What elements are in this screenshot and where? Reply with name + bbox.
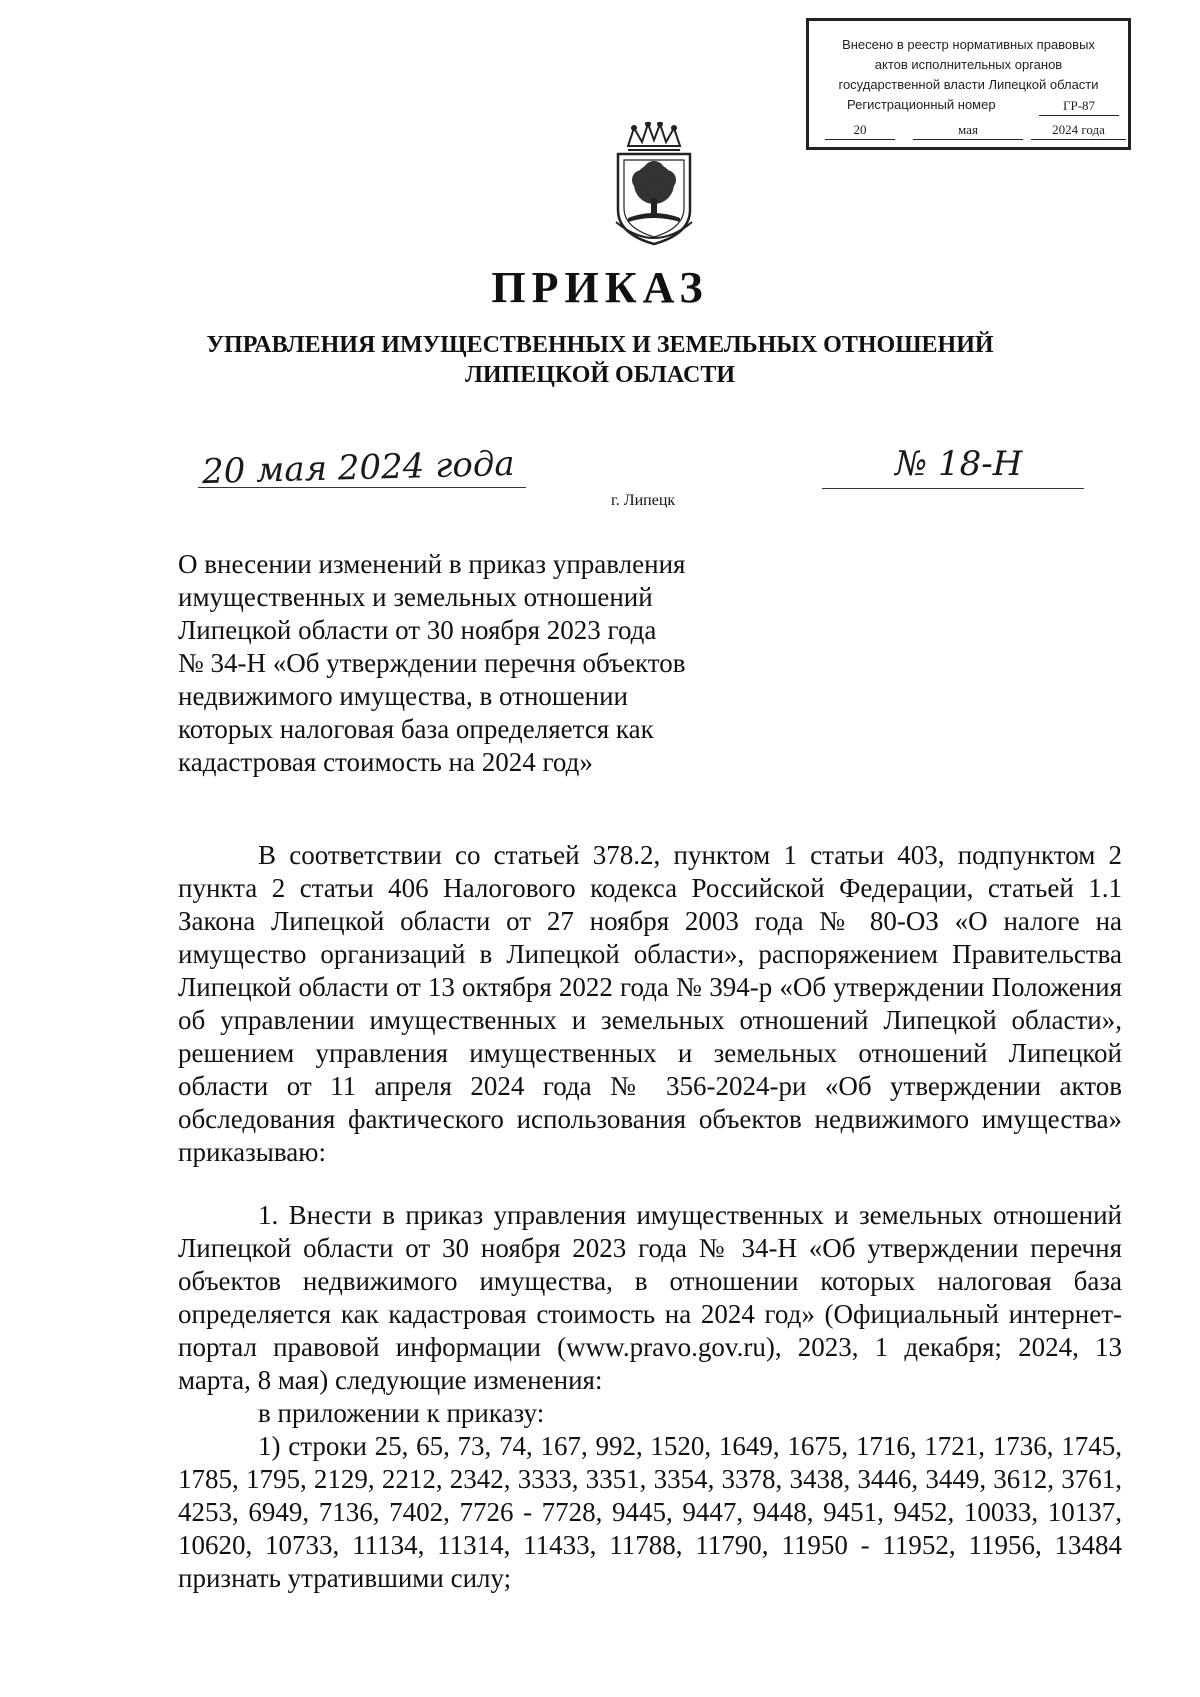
heading-line: имущественных и земельных отношений — [178, 582, 653, 612]
heading-line: Липецкой области от 30 ноября 2023 года — [178, 615, 657, 645]
handwritten-number: № 18-Н — [895, 444, 1023, 484]
subtitle-line-2: ЛИПЕЦКОЙ ОБЛАСТИ — [465, 362, 735, 388]
document-heading — [178, 548, 738, 779]
date-underline — [198, 487, 526, 488]
heading-line: кадастровая стоимость на 2024 год» — [178, 747, 593, 777]
stamp-reg-label: Регистрационный номер — [847, 97, 996, 112]
page-subtitle — [0, 330, 1200, 390]
subitem-1-paragraph: 1) строки 25, 65, 73, 74, 167, 992, 1520, 1649, 1675, 1716, 1721, 1736, 1745, 1785, 1795, 2129, 2212, 2342, 3333, 3351, 3354, 3378, 3438, 3446, 3449, 3612, 3761, 4253, 6949, 7136, 7402, 7726 - 7728, 9445, 9447, 9448, 9451, 9452, 10033, 10137, 10620, 10733, 11134, 11314, 11433, 11788, 11790, 11950 - 11952, 11956, 13484 признать утратившими силу; — [178, 1431, 1122, 1593]
stamp-month: мая — [913, 121, 1023, 140]
heading-line: № 34-Н «Об утверждении перечня объектов — [178, 648, 686, 678]
heading-line: которых налоговая база определяется как — [178, 714, 654, 744]
page-title: ПРИКАЗ — [491, 263, 709, 312]
number-underline — [822, 488, 1084, 489]
stamp-day: 20 — [825, 121, 895, 140]
stamp-reg-number: ГР-87 — [1039, 97, 1119, 116]
preamble-paragraph: В соответствии со статьей 378.2, пунктом 1 статьи 403, подпунктом 2 пункта 2 статьи 406 Налогового кодекса Российской Федерации, статьей 1.1 Закона Липецкой области от 27 ноября 2003 года № 80-ОЗ «О налоге на имущество организаций в Липецкой области», распоряжением Правительства Липецкой области от 13 октября 2022 года № 394-р «Об утверждении Положения об управлении имущественных и земельных отношений Липецкой области», решением управления имущественных и земельных отношений Липецкой области от 11 апреля 2024 года № 356-2024-ри «Об утверждении актов обследования фактического использования объектов недвижимого имущества» приказываю: — [178, 840, 1122, 1167]
appendix-line: в приложении к приказу: — [258, 1398, 545, 1428]
registry-stamp — [806, 18, 1131, 150]
subtitle-line-1: УПРАВЛЕНИЯ ИМУЩЕСТВЕННЫХ И ЗЕМЕЛЬНЫХ ОТНОШЕНИЙ — [206, 332, 994, 358]
handwritten-date: 20 мая 2024 года — [201, 443, 516, 493]
heading-line: О внесении изменений в приказ управления — [178, 549, 686, 579]
lipetsk-coat-of-arms-icon — [608, 122, 700, 250]
city-label: г. Липецк — [611, 492, 676, 509]
stamp-line-3: государственной власти Липецкой области — [838, 77, 1099, 92]
item-1-paragraph: 1. Внести в приказ управления имущественных и земельных отношений Липецкой области от 30 ноября 2023 года № 34-Н «Об утверждении перечня объектов недвижимого имущества, в отношении которых налоговая база определяется как кадастровая стоимость на 2024 год» (Официальный интернет-портал правовой информации (www.pravo.gov.ru), 2023, 1 декабря; 2024, 13 марта, 8 мая) следующие изменения: — [178, 1200, 1122, 1395]
stamp-line-1: Внесено в реестр нормативных правовых — [842, 37, 1095, 52]
stamp-year: 2024 года — [1031, 121, 1126, 140]
document-body — [178, 839, 1122, 1595]
stamp-line-2: актов исполнительных органов — [874, 57, 1063, 72]
heading-line: недвижимого имущества, в отношении — [178, 681, 629, 711]
